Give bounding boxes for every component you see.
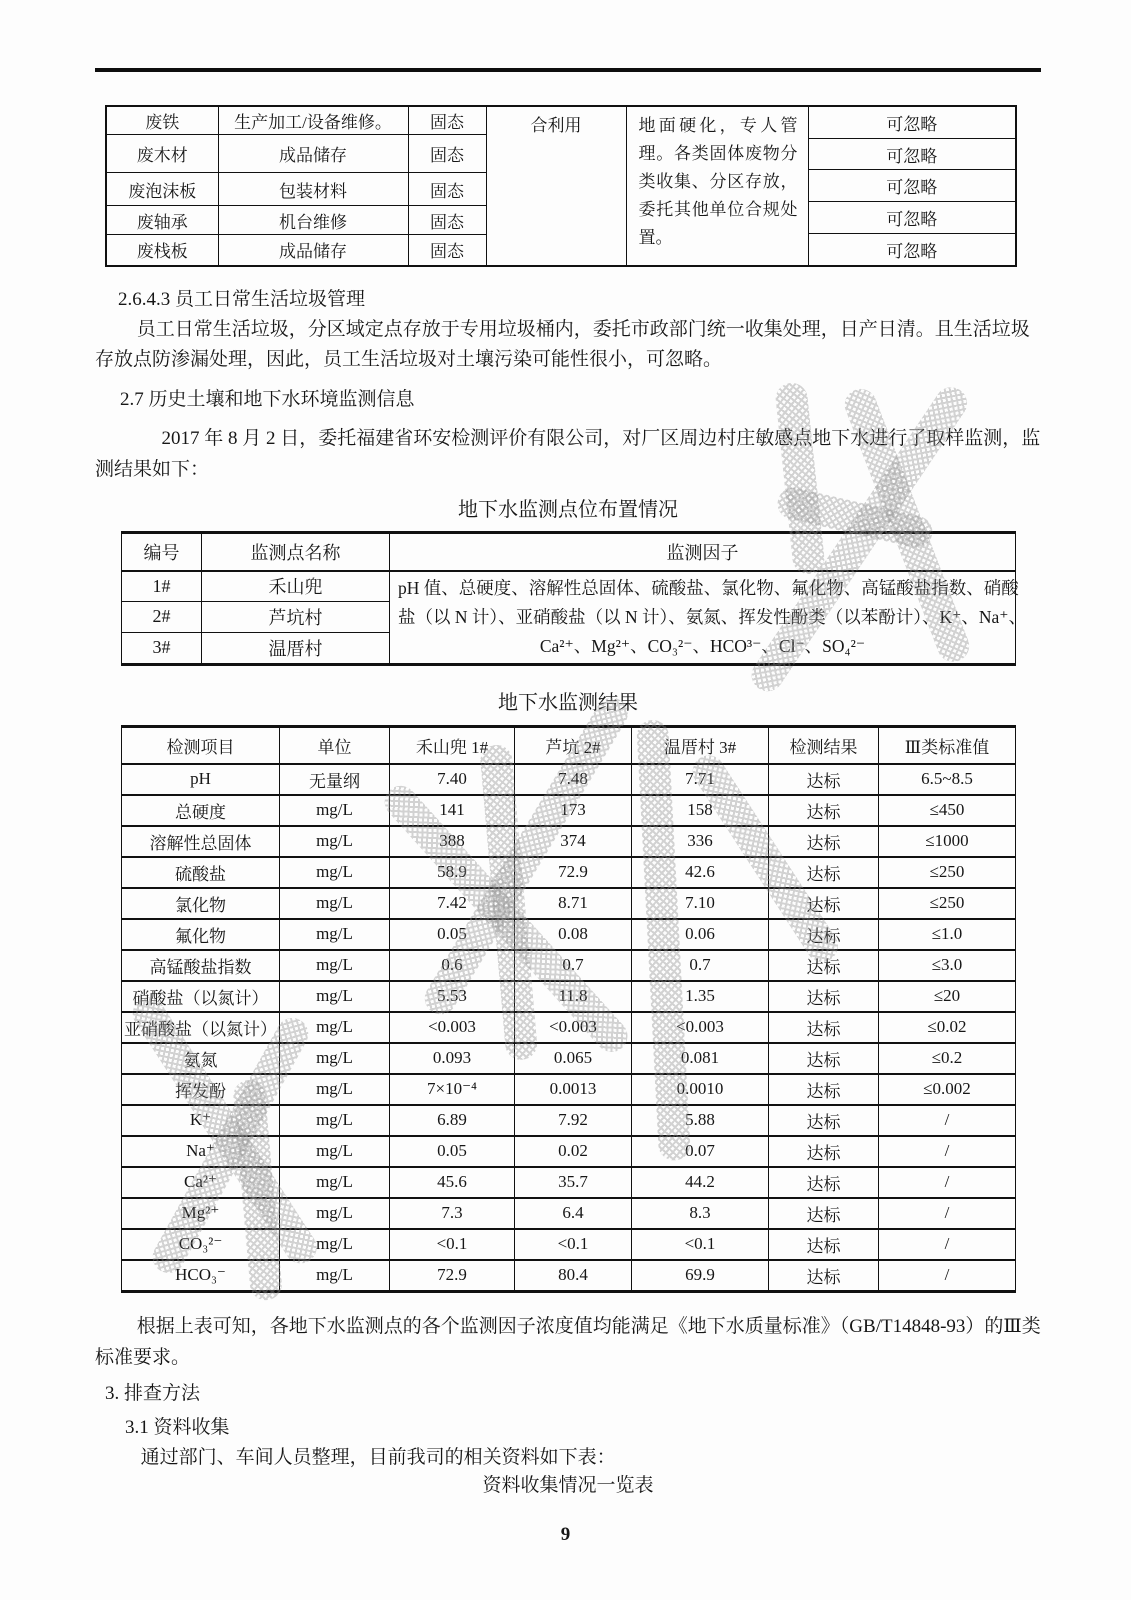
results-row [122,1105,1016,1136]
cell-unit: mg/L [280,1167,390,1198]
cell-result: 达标 [769,1260,879,1292]
impact-value: 可忽略 [809,170,1016,202]
cell-value-point3: 0.7 [632,950,769,981]
cell-standard: 6.5~8.5 [879,764,1016,795]
cell-unit: mg/L [280,1043,390,1074]
factors-line: pH 值、总硬度、溶解性总固体、硫酸盐、氯化物、氟化物、高锰酸盐指数、硝酸 [398,577,1019,598]
cell-value-point3: 0.06 [632,919,769,950]
cell-value-point1: 0.093 [390,1043,515,1074]
cell-result: 达标 [769,857,879,888]
point-name-cell: 禾山兜 [202,571,390,602]
waste-state-cell: 固态 [408,206,486,235]
cell-value-point3: 44.2 [632,1167,769,1198]
cell-unit: mg/L [280,1012,390,1043]
cell-item: pH [122,764,280,795]
cell-standard: ≤20 [879,981,1016,1012]
cell-item: 氨氮 [122,1043,280,1074]
results-row [122,826,1016,857]
cell-value-point1: 0.05 [390,919,515,950]
waste-source-cell: 成品储存 [218,235,408,266]
paragraph-daily-waste: 员工日常生活垃圾，分区域定点存放于专用垃圾桶内，委托市政部门统一收集处理，日产日清。且生活垃圾存放点防渗漏处理，因此，员工生活垃圾对土壤污染可能性很小，可忽略。 [95,318,1030,370]
points-header-cell: 编号 [122,532,202,571]
next-table-caption: 资料收集情况一览表 [482,1474,654,1496]
points-header-row [122,532,1016,571]
waste-state-cell: 固态 [408,106,486,135]
paragraph-data-collection: 通过部门、车间人员整理，目前我司的相关资料如下表： [140,1446,616,1468]
waste-disposal-cell: 合利用 [486,106,626,266]
cell-standard: ≤250 [879,857,1016,888]
cell-value-point2: 0.065 [515,1043,632,1074]
results-row [122,1012,1016,1043]
results-row [122,950,1016,981]
cell-result: 达标 [769,826,879,857]
results-header-cell: 检测结果 [769,726,879,764]
cell-value-point2: 0.02 [515,1136,632,1167]
results-header-cell: 单位 [280,726,390,764]
cell-value-point2: 0.08 [515,919,632,950]
cell-unit: mg/L [280,888,390,919]
cell-result: 达标 [769,1074,879,1105]
cell-item: 硝酸盐（以氮计） [122,981,280,1012]
cell-unit: mg/L [280,1260,390,1292]
cell-value-point3: <0.003 [632,1012,769,1043]
header-rule [95,68,1041,72]
waste-name-cell: 废轴承 [106,206,218,235]
cell-value-point2: <0.1 [515,1229,632,1260]
cell-standard: / [879,1167,1016,1198]
cell-item: CO₃²⁻ [122,1229,280,1260]
cell-value-point3: 7.10 [632,888,769,919]
cell-item: 亚硝酸盐（以氮计） [122,1012,280,1043]
cell-standard: / [879,1260,1016,1292]
results-row [122,1074,1016,1105]
cell-result: 达标 [769,919,879,950]
cell-value-point1: 45.6 [390,1167,515,1198]
results-row [122,1136,1016,1167]
points-header-cell: 监测因子 [390,532,1016,571]
cell-value-point2: 35.7 [515,1167,632,1198]
results-row [122,764,1016,795]
cell-item: 氟化物 [122,919,280,950]
cell-value-point2: <0.003 [515,1012,632,1043]
cell-standard: / [879,1229,1016,1260]
results-header-cell: 禾山兜 1# [390,726,515,764]
cell-value-point3: 8.3 [632,1198,769,1229]
results-row [122,1260,1016,1292]
cell-item: 总硬度 [122,795,280,826]
cell-value-point1: 58.9 [390,857,515,888]
page-content [0,68,1131,1499]
cell-value-point1: 388 [390,826,515,857]
cell-value-point3: <0.1 [632,1229,769,1260]
paragraph-monitoring-intro: 2017 年 8 月 2 日，委托福建省环安检测评价有限公司，对厂区周边村庄敏感点地下水进行了取样监测，监测结果如下： [95,427,1041,480]
cell-result: 达标 [769,1167,879,1198]
cell-item: K⁺ [122,1105,280,1136]
results-row [122,1229,1016,1260]
point-id-cell: 2# [122,602,202,633]
factors-line: Ca²⁺、Mg²⁺、CO₃²⁻、HCO³⁻、Cl⁻、SO₄²⁻ [539,635,866,656]
cell-value-point3: 5.88 [632,1105,769,1136]
results-row [122,1043,1016,1074]
cell-value-point3: 1.35 [632,981,769,1012]
cell-value-point1: 7×10⁻⁴ [390,1074,515,1105]
cell-standard: / [879,1198,1016,1229]
cell-standard: ≤1000 [879,826,1016,857]
cell-value-point1: 5.53 [390,981,515,1012]
cell-unit: 无量纲 [280,764,390,795]
cell-value-point2: 11.8 [515,981,632,1012]
results-row [122,1198,1016,1229]
cell-result: 达标 [769,764,879,795]
cell-result: 达标 [769,1105,879,1136]
cell-result: 达标 [769,795,879,826]
waste-source-cell: 生产加工/设备维修。 [218,106,408,135]
cell-value-point1: 0.6 [390,950,515,981]
cell-result: 达标 [769,888,879,919]
point-id-cell: 1# [122,571,202,602]
cell-value-point2: 173 [515,795,632,826]
cell-item: Na⁺ [122,1136,280,1167]
cell-value-point2: 8.71 [515,888,632,919]
waste-source-cell: 成品储存 [218,135,408,173]
cell-value-point2: 6.4 [515,1198,632,1229]
cell-result: 达标 [769,1012,879,1043]
cell-value-point1: 7.40 [390,764,515,795]
results-header-cell: 检测项目 [122,726,280,764]
results-header-cell: Ⅲ类标准值 [879,726,1016,764]
cell-value-point3: 336 [632,826,769,857]
cell-value-point2: 0.7 [515,950,632,981]
section-heading-2-7: 2.7 历史土壤和地下水环境监测信息 [120,388,415,410]
cell-value-point2: 0.0013 [515,1074,632,1105]
cell-unit: mg/L [280,857,390,888]
cell-value-point3: 158 [632,795,769,826]
cell-value-point1: 7.3 [390,1198,515,1229]
waste-name-cell: 废木材 [106,135,218,173]
cell-standard: ≤1.0 [879,919,1016,950]
monitoring-points-table [121,531,1027,666]
cell-value-point1: <0.1 [390,1229,515,1260]
waste-name-cell: 废泡沫板 [106,173,218,206]
waste-management-table [105,105,1017,267]
cell-item: HCO₃⁻ [122,1260,280,1292]
cell-item: 挥发酚 [122,1074,280,1105]
cell-value-point1: 6.89 [390,1105,515,1136]
section-heading-2-6-4-3: 2.6.4.3 员工日常生活垃圾管理 [118,288,366,310]
waste-row [106,106,1016,135]
points-table-title: 地下水监测点位布置情况 [458,498,678,521]
results-header-cell: 温厝村 3# [632,726,769,764]
section-heading-3: 3. 排查方法 [105,1382,201,1404]
cell-standard: ≤450 [879,795,1016,826]
cell-value-point3: 0.0010 [632,1074,769,1105]
cell-value-point1: 7.42 [390,888,515,919]
cell-item: 氯化物 [122,888,280,919]
section-heading-3-1: 3.1 资料收集 [125,1416,230,1438]
cell-item: Mg²⁺ [122,1198,280,1229]
cell-result: 达标 [769,1198,879,1229]
cell-unit: mg/L [280,826,390,857]
cell-item: 高锰酸盐指数 [122,950,280,981]
results-row [122,919,1016,950]
monitoring-factors-cell [390,571,1027,665]
results-row [122,1167,1016,1198]
cell-value-point3: 0.07 [632,1136,769,1167]
point-id-cell: 3# [122,632,202,664]
waste-state-cell: 固态 [408,173,486,206]
impact-value: 可忽略 [809,202,1016,234]
cell-value-point1: 72.9 [390,1260,515,1292]
cell-unit: mg/L [280,950,390,981]
page-number: 9 [560,1524,571,1545]
cell-standard: ≤0.02 [879,1012,1016,1043]
paragraph-conclusion: 根据上表可知，各地下水监测点的各个监测因子浓度值均能满足《地下水质量标准》（GB/T14848-93）的Ⅲ类标准要求。 [95,1315,1041,1368]
cell-result: 达标 [769,1136,879,1167]
points-row [122,571,1016,602]
cell-standard: ≤0.002 [879,1074,1016,1105]
cell-value-point3: 0.081 [632,1043,769,1074]
cell-value-point2: 72.9 [515,857,632,888]
points-header-cell: 监测点名称 [202,532,390,571]
point-name-cell: 芦坑村 [202,602,390,633]
impact-stack [809,107,1016,265]
cell-value-point3: 69.9 [632,1260,769,1292]
cell-value-point2: 80.4 [515,1260,632,1292]
cell-unit: mg/L [280,919,390,950]
waste-state-cell: 固态 [408,235,486,266]
cell-standard: / [879,1136,1016,1167]
results-table-title: 地下水监测结果 [498,691,638,714]
impact-value: 可忽略 [886,241,938,261]
point-name-cell: 温厝村 [202,632,390,664]
cell-value-point3: 42.6 [632,857,769,888]
results-header-cell: 芦坑 2# [515,726,632,764]
factors-line: 盐（以 N 计）、亚硝酸盐（以 N 计）、氨氮、挥发性酚类（以苯酚计）、K⁺、Na⁺、 [398,606,1027,627]
cell-result: 达标 [769,981,879,1012]
cell-standard: ≤3.0 [879,950,1016,981]
cell-value-point1: <0.003 [390,1012,515,1043]
waste-name-cell: 废栈板 [106,235,218,266]
cell-unit: mg/L [280,1198,390,1229]
cell-standard: ≤0.2 [879,1043,1016,1074]
cell-item: 溶解性总固体 [122,826,280,857]
waste-impact-cell [808,106,1016,266]
impact-value: 可忽略 [809,139,1016,171]
cell-item: 硫酸盐 [122,857,280,888]
results-row [122,795,1016,826]
cell-unit: mg/L [280,981,390,1012]
impact-value: 可忽略 [809,107,1016,139]
results-header-row [122,726,1016,764]
cell-unit: mg/L [280,1074,390,1105]
results-row [122,981,1016,1012]
cell-value-point2: 374 [515,826,632,857]
cell-result: 达标 [769,950,879,981]
cell-standard: / [879,1105,1016,1136]
cell-unit: mg/L [280,795,390,826]
cell-result: 达标 [769,1043,879,1074]
waste-management-cell: 地面硬化，专人管理。各类固体废物分类收集、分区存放，委托其他单位合规处置。 [626,106,808,266]
cell-value-point2: 7.92 [515,1105,632,1136]
cell-value-point3: 7.71 [632,764,769,795]
cell-unit: mg/L [280,1229,390,1260]
cell-unit: mg/L [280,1105,390,1136]
results-row [122,857,1016,888]
cell-unit: mg/L [280,1136,390,1167]
cell-value-point1: 0.05 [390,1136,515,1167]
cell-value-point1: 141 [390,795,515,826]
waste-name-cell: 废铁 [106,106,218,135]
cell-item: Ca²⁺ [122,1167,280,1198]
results-row [122,888,1016,919]
cell-result: 达标 [769,1229,879,1260]
monitoring-results-table [121,725,1016,1293]
waste-source-cell: 机台维修 [218,206,408,235]
cell-standard: ≤250 [879,888,1016,919]
waste-source-cell: 包装材料 [218,173,408,206]
cell-value-point2: 7.48 [515,764,632,795]
waste-state-cell: 固态 [408,135,486,173]
